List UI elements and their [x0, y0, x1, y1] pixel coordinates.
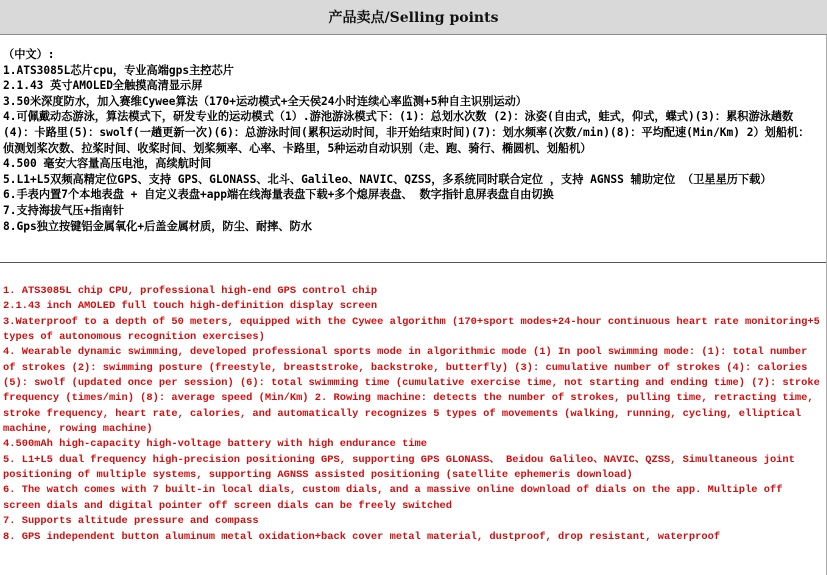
english-point-6: 5. L1+L5 dual frequency high-precision positioning GPS, supporting GPS GLONASS、 Beidou Galileo、NAVIC、QZSS, Simultaneous joint positioning of multiple systems, supporting AGNSS assisted positioning (satellite ephemeris download) — [3, 453, 795, 482]
chinese-intro: （中文）: — [3, 48, 55, 61]
english-point-2: 2.1.43 inch AMOLED full touch high-definition display screen — [3, 300, 378, 313]
english-point-4: 4. Wearable dynamic swimming, developed professional sports mode in algorithmic mode (1) In pool swimming mode: (1): total number of strokes (2): swimming posture (freestyle, breaststroke, backstroke, butterfly) (3): cumulative number of strokes (4): calories (5): swolf (updated once per session) (6): total swimming time (cumulative exercise time, not starting and ending time) (7): stroke frequency (times/min) (8): average speed (Min/Km) 2. Rowing machine: detects the number of strokes, pulling time, retracting time, stroke frequency, heart rate, calories, and automatically recognizes 5 types of movements (walking, running, cycling, elliptical machine, rowing machine) — [3, 346, 820, 436]
header-bar — [0, 0, 827, 35]
english-point-5: 4.500mAh high-capacity high-voltage battery with high endurance time — [3, 438, 428, 451]
english-section — [0, 284, 824, 545]
chinese-point-2: 2.1.43 英寸AMOLED全触摸高清显示屏 — [3, 79, 203, 93]
english-point-7: 6. The watch comes with 7 built-in local dials, custom dials, and a massive online download of dials on the app. Multiple off screen dials and digital pointer off screen dials can be freely switched — [3, 484, 783, 512]
chinese-point-8: 7.支持海拔气压+指南针 — [3, 203, 124, 217]
chinese-point-1: 1.ATS3085L芯片cpu，专业高端gps主控芯片 — [3, 63, 234, 77]
chinese-point-6: 5.L1+L5双频高精定位GPS、支持 GPS、GLONASS、北斗、Galileo、NAVIC、QZSS，多系统同时联合定位 ，支持 AGNSS 辅助定位 （卫星星历下载） — [3, 172, 772, 186]
chinese-section — [0, 47, 820, 234]
page-title: 产品卖点/Selling points — [328, 10, 499, 26]
english-point-9: 8. GPS independent button aluminum metal oxidation+back cover metal material, dustproof, drop resistant, waterproof — [3, 530, 721, 543]
chinese-point-3: 3.50米深度防水，加入赛维Cywee算法（170+运动模式+全天侯24小时连续心率监测+5种自主识别运动） — [3, 94, 527, 108]
section-divider — [0, 262, 827, 263]
chinese-point-7: 6.手表内置7个本地表盘 + 自定义表盘+app端在线海量表盘下载+多个熄屏表盘、 数字指针息屏表盘自由切换 — [3, 188, 554, 202]
english-point-1: 1. ATS3085L chip CPU, professional high-end GPS control chip — [3, 285, 378, 297]
chinese-point-9: 8.Gps独立按键铝金属氧化+后盖金属材质，防尘、耐摔、防水 — [3, 219, 312, 233]
chinese-point-5: 4.500 毫安大容量高压电池，高续航时间 — [3, 157, 212, 171]
chinese-point-4: 4.可佩戴动态游泳，算法模式下，研发专业的运动模式（1）.游池游泳模式下：(1)：总划水次数 (2)：泳姿(自由式，蛙式，仰式，蝶式)(3)：累积游泳趟数 (4)：卡路里(5)：swolf(一趟更新一次)(6)：总游泳时间(累积运动时间，非开始结束时间)(7)：划水频率(次数/min)(8)：平均配速(Min/Km) 2）划船机：侦测划桨次数、拉桨时间、收桨时间、划桨频率、心率、卡路里，5种运动自动识别（走、跑、骑行、椭圆机、划船机） — [3, 110, 810, 155]
english-point-3: 3.Waterproof to a depth of 50 meters, equipped with the Cywee algorithm (170+sport modes+24-hour continuous heart rate monitoring+5 types of autonomous recognition exercises) — [3, 315, 820, 344]
english-point-8: 7. Supports altitude pressure and compass — [3, 515, 259, 528]
